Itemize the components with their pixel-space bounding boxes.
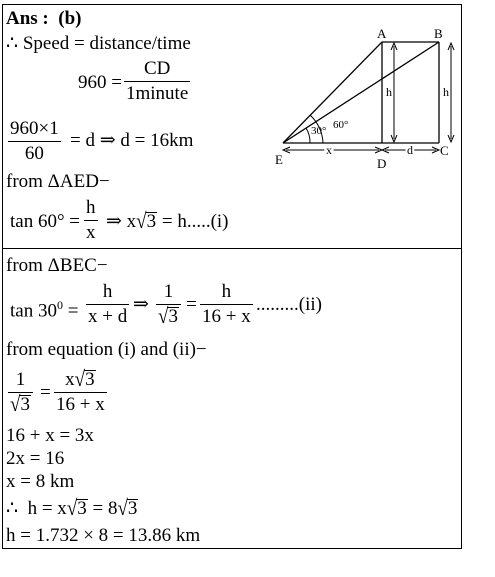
eq9-root-1: 3: [77, 498, 87, 519]
from-aed-heading: from ΔAED−: [6, 171, 110, 192]
eq5-denominator-1: [8, 393, 33, 416]
eq4-tag: .........(ii): [256, 294, 322, 315]
eq2-denominator: 60: [24, 143, 44, 164]
eq4-fraction-1: [86, 281, 129, 328]
eq9-line: [6, 498, 138, 520]
root-sign: √: [136, 209, 147, 234]
eq4-lhs-base: tan 30: [10, 300, 57, 322]
triangle-figure: [270, 22, 460, 172]
eq3-root: 3: [146, 211, 157, 232]
eq1-fraction: [124, 58, 190, 105]
eq1-lhs: 960 =: [78, 72, 122, 93]
ans-option: (b): [58, 8, 82, 29]
therefore-symbol: ∴: [6, 33, 19, 54]
eq3-rhs-line: [106, 211, 229, 233]
point-c: C: [440, 143, 449, 158]
label-angle-30: 30°: [311, 125, 327, 137]
from-bec-heading: from ΔBEC−: [6, 255, 108, 276]
eq4-numerator-3: h: [221, 281, 232, 302]
eq2-rhs: = d ⇒ d = 16km: [70, 130, 194, 151]
eq5-fraction-2: [54, 369, 107, 416]
root-sign: √: [117, 496, 128, 521]
point-e: E: [275, 152, 283, 167]
eq5-fraction-1: [8, 369, 33, 416]
eq4-denominator-1: x + d: [88, 306, 128, 327]
label-h2: h: [443, 85, 449, 99]
label-x: x: [326, 143, 332, 157]
eq9-pre: h = x: [27, 498, 67, 519]
eq4-arrow: ⇒: [133, 294, 149, 315]
eq1-numerator: CD: [143, 58, 171, 79]
eq4-fraction-3: [200, 281, 253, 328]
point-d: D: [377, 156, 387, 171]
angle-arc-30: [306, 128, 310, 143]
eq4-denominator-3: 16 + x: [202, 306, 251, 327]
label-d: d: [407, 143, 413, 157]
from-equation-heading: from equation (i) and (ii)−: [6, 339, 207, 360]
eq4-lhs: [10, 294, 78, 322]
eq2-fraction: [8, 118, 61, 165]
eq9-mid: = 8: [92, 498, 118, 519]
eq4-equals-2: =: [186, 294, 197, 315]
eq6-line: 16 + x = 3x: [6, 425, 94, 446]
ans-label: Ans :: [6, 8, 49, 29]
eq4-root: 3: [168, 306, 178, 327]
eq4-lhs-sup: 0: [56, 298, 63, 312]
eq4-fraction-2: [156, 281, 181, 328]
eq1-denominator: 1minute: [126, 83, 189, 104]
answer-label: [6, 8, 82, 30]
eq5-equals: =: [40, 382, 51, 403]
root-sign: √: [74, 367, 86, 392]
root-sign: √: [66, 496, 78, 521]
root-sign: √: [10, 392, 21, 417]
speed-formula: Speed = distance/time: [22, 33, 191, 54]
speed-line: [6, 33, 191, 55]
eq10-line: h = 1.732 × 8 = 13.86 km: [6, 525, 201, 546]
eq3-fraction: [84, 197, 98, 244]
eq7-line: 2x = 16: [6, 448, 65, 469]
eq9-root-2: 3: [127, 498, 138, 519]
point-a: A: [377, 26, 387, 41]
eq5-numerator-1: 1: [15, 369, 26, 390]
point-b: B: [434, 26, 443, 41]
label-angle-60: 60°: [333, 119, 349, 131]
eq4-denominator-2: [156, 305, 181, 328]
eq3-lhs: tan 60° =: [10, 211, 81, 232]
eq3-denominator: x: [86, 222, 96, 243]
eq3-mid: ⇒ x: [106, 211, 137, 232]
eq4-equals: =: [67, 300, 79, 322]
therefore-symbol: ∴: [6, 498, 19, 519]
eq5-num2-pre: x: [65, 369, 75, 390]
eq8-line: x = 8 km: [6, 471, 75, 492]
eq5-numerator-2: [63, 369, 97, 392]
eq5-denominator-2: 16 + x: [56, 394, 105, 415]
eq4-numerator-2: 1: [163, 281, 174, 302]
eq3-rhs: = h.....(i): [161, 211, 229, 232]
eq4-numerator-1: h: [102, 281, 113, 302]
root-sign: √: [158, 304, 169, 329]
section-divider: [2, 248, 462, 249]
eq5-root-2: 3: [85, 369, 95, 390]
eq5-root-1: 3: [20, 394, 30, 415]
label-h1: h: [386, 85, 392, 99]
eq3-numerator: h: [86, 197, 96, 218]
eq2-numerator: 960×1: [10, 118, 59, 139]
